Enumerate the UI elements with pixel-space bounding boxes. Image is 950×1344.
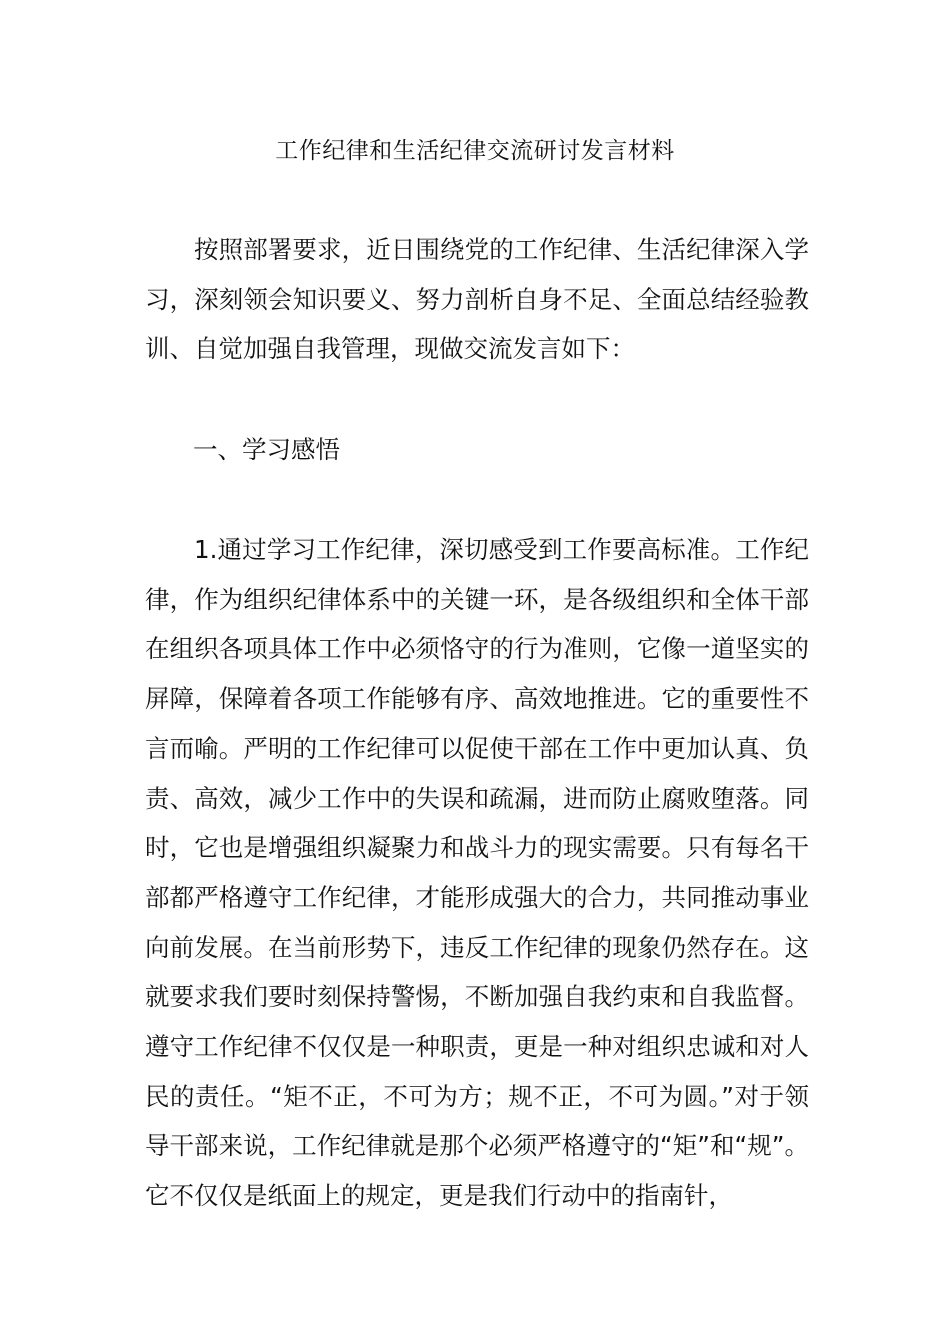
document-title: 工作纪律和生活纪律交流研讨发言材料 (275, 138, 675, 164)
intro-paragraph: 按照部署要求，近日围绕党的工作纪律、生活纪律深入学习，深刻领会知识要义、努力剖析自身不足、全面总结经验教训、自觉加强自我管理，现做交流发言如下： (145, 235, 809, 364)
body-paragraph: 1.通过学习工作纪律，深切感受到工作要高标准。工作纪律，作为组织纪律体系中的关键一环，是各级组织和全体干部在组织各项具体工作中必须恪守的行为准则，它像一道坚实的屏障，保障着各项工作能够有序、高效地推进。它的重要性不言而喻。严明的工作纪律可以促使干部在工作中更加认真、负责、高效，减少工作中的失误和疏漏，进而防止腐败堕落。同时，它也是增强组织凝聚力和战斗力的现实需要。只有每名干部都严格遵守工作纪律，才能形成强大的合力，共同推动事业向前发展。在当前形势下，违反工作纪律的现象仍然存在。这就要求我们要时刻保持警惕，不断加强自我约束和自我监督。遵守工作纪律不仅仅是一种职责，更是一种对组织忠诚和对人民的责任。“矩不正，不可为方；规不正，不可为圆。”对于领导干部来说，工作纪律就是那个必须严格遵守的“矩”和“规”。它不仅仅是纸面上的规定，更是我们行动中的指南针， (145, 535, 809, 1211)
section-heading: 一、学习感悟 (193, 435, 340, 464)
